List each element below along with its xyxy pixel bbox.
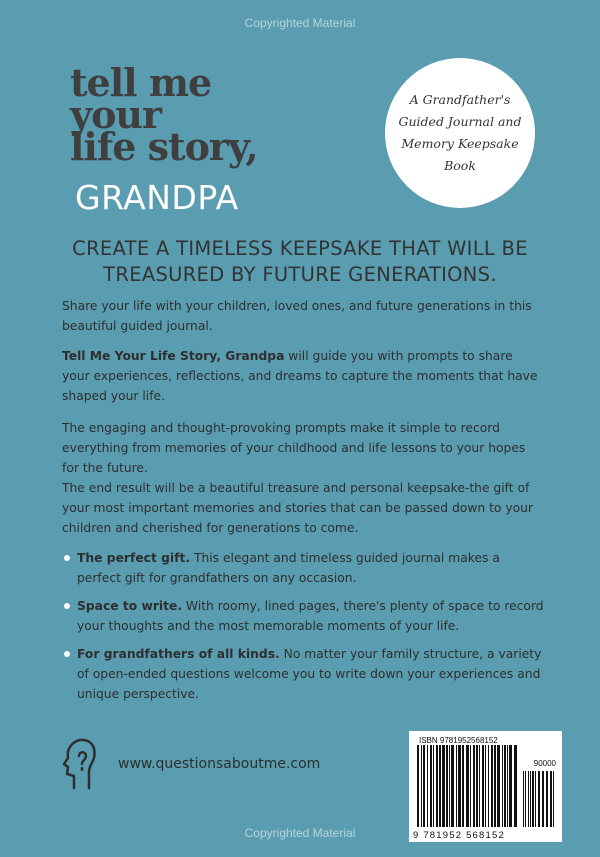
watermark-top: Copyrighted Material — [244, 16, 356, 30]
bullet-dot-icon — [64, 555, 70, 561]
paragraph-2-rest: will guide you with prompts to share your experiences, reflections, and dreams to capture the moments that have shaped your life. — [62, 349, 538, 403]
bullet-text: No matter your family structure, a variety of open-ended questions welcome you to write down your experiences and unique perspective. — [77, 647, 542, 701]
barcode-digits: 9 781952 568152 — [413, 830, 505, 841]
title-line-1: tell me — [70, 60, 212, 105]
bullet-bold: For grandfathers of all kinds. — [77, 647, 280, 661]
bullet-item — [64, 548, 544, 588]
title-line-3: life story, — [70, 124, 258, 169]
website-url: www.questionsaboutme.com — [118, 756, 321, 772]
paragraph-4: The end result will be a beautiful treasure and personal keepsake-the gift of your most important memories and stories that can be passed down to your children and cherished for generations to come. — [62, 481, 533, 535]
bullet-bold: The perfect gift. — [77, 551, 191, 565]
subtitle-text: A Grandfather's Guided Journal and Memory Keepsake Book — [398, 92, 522, 173]
title-grandpa: GRANDPA — [75, 178, 239, 217]
isbn-text: ISBN 9781952568152 — [419, 736, 498, 745]
subtitle-circle — [385, 58, 535, 208]
bullet-text: With roomy, lined pages, there's plenty of space to record your thoughts and the most memorable moments of your life. — [77, 599, 544, 633]
bullet-bold: Space to write. — [77, 599, 183, 613]
paragraph-3: The engaging and thought-provoking prompts make it simple to record everything from memories of your childhood and life lessons to your hopes for the future. — [62, 421, 526, 475]
bullet-item — [64, 596, 544, 636]
bullet-text: This elegant and timeless guided journal makes a perfect gift for grandfathers on any occasion. — [77, 551, 500, 585]
watermark-bottom: Copyrighted Material — [244, 826, 356, 840]
bullet-item — [64, 644, 544, 704]
paragraph-2-bold: Tell Me Your Life Story, Grandpa — [62, 349, 285, 363]
price-code: 90000 — [533, 759, 556, 768]
paragraph-2 — [62, 346, 542, 406]
head-silhouette-icon — [62, 736, 98, 796]
headline: CREATE A TIMELESS KEEPSAKE THAT WILL BE TREASURED BY FUTURE GENERATIONS. — [72, 237, 528, 286]
bullet-dot-icon — [64, 651, 70, 657]
paragraph-1: Share your life with your children, loved ones, and future generations in this beautiful guided journal. — [62, 299, 532, 333]
bullet-dot-icon — [64, 603, 70, 609]
barcode — [415, 745, 557, 831]
title-line-2: your — [70, 92, 162, 137]
